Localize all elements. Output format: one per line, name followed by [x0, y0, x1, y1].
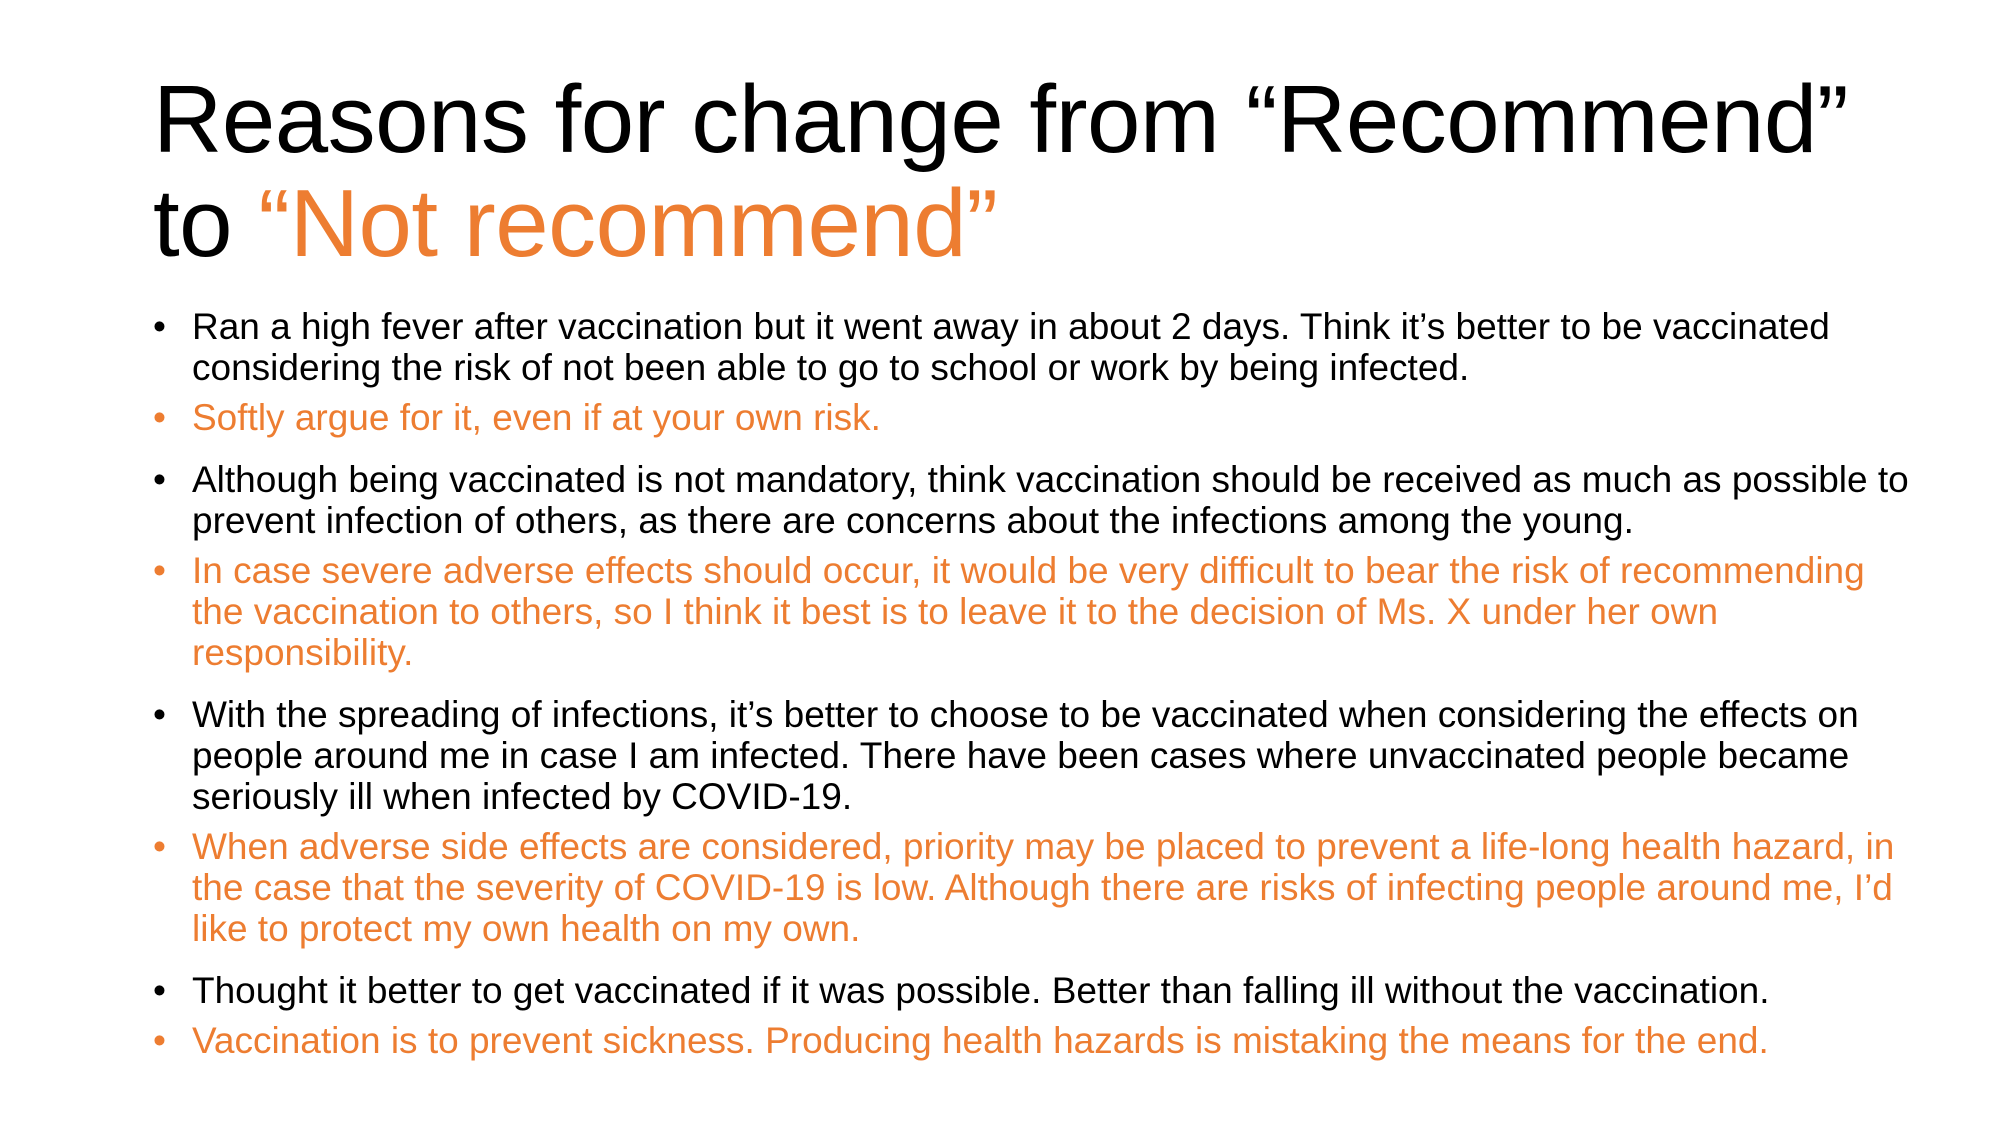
bullet-dot: • — [153, 550, 166, 591]
bullet-text: With the spreading of infections, it’s better to choose to be vaccinated when considering the effects on people around me in case I am infected. There have been cases where unvaccinated people became seriously ill when infected by COVID-19. — [192, 694, 1859, 817]
bullet-dot: • — [153, 826, 166, 867]
bullet-dot: • — [153, 694, 166, 735]
bullet-text: In case severe adverse effects should occur, it would be very difficult to bear the risk of recommending the vaccination to others, so I think it best is to leave it to the decision of Ms. X under her own responsibility. — [192, 550, 1865, 673]
bullet-text: Thought it better to get vaccinated if it was possible. Better than falling ill without the vaccination. — [192, 970, 1770, 1011]
bullet-dot: • — [153, 970, 166, 1011]
bullet-dot: • — [153, 1020, 166, 1061]
bullet-dot: • — [153, 459, 166, 500]
bullet-text: Vaccination is to prevent sickness. Producing health hazards is mistaking the means for the end. — [192, 1020, 1769, 1061]
title-line-2-prefix: to — [153, 170, 259, 277]
bullet-item-3 — [153, 459, 1913, 541]
bullet-item-5 — [153, 694, 1913, 817]
bullet-item-1 — [153, 306, 1913, 388]
bullet-text: Softly argue for it, even if at your own risk. — [192, 397, 881, 438]
bullet-text: When adverse side effects are considered, priority may be placed to prevent a life-long health hazard, in the case that the severity of COVID-19 is low. Although there are risks of infecting people around me, I’d like to protect my own health on my own. — [192, 826, 1895, 949]
title-line-1: Reasons for change from “Recommend” — [153, 66, 1849, 173]
title-line-2-accent: “Not recommend” — [258, 170, 998, 277]
bullet-item-8 — [153, 1020, 1913, 1061]
bullet-text: Although being vaccinated is not mandatory, think vaccination should be received as much as possible to prevent infection of others, as there are concerns about the infections among the young. — [192, 459, 1909, 541]
bullet-text: Ran a high fever after vaccination but it went away in about 2 days. Think it’s better to be vaccinated considering the risk of not been able to go to school or work by being infected. — [192, 306, 1830, 388]
bullet-dot: • — [153, 397, 166, 438]
bullet-dot: • — [153, 306, 166, 347]
bullet-item-7 — [153, 970, 1913, 1011]
bullet-item-4 — [153, 550, 1913, 673]
bullet-item-6 — [153, 826, 1913, 949]
slide-title — [153, 68, 1953, 276]
bullet-list — [153, 306, 1913, 1061]
bullet-item-2 — [153, 397, 1913, 438]
